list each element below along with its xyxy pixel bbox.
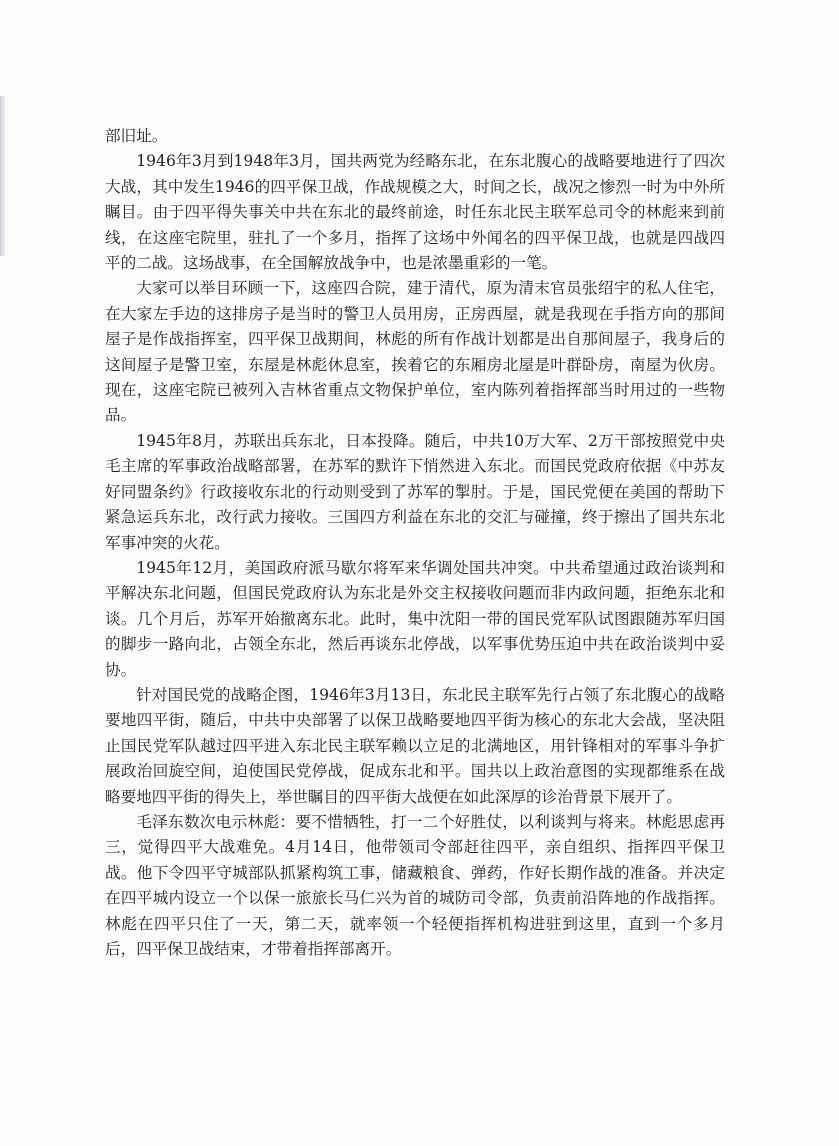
paragraph-strategy: 针对国民党的战略企图，1946年3月13日，东北民主联军先行占领了东北腹心的战略要地四平街，随后，中共中央部署了以保卫战略要地四平街为核心的东北大会战，坚决阻止国民党军队越过四平进入东北民主联军赖以立足的北满地区，用针锋相对的军事斗争扩展政治回旋空间，迫使国民党停战，促成东北和平。国共以上政治意图的实现都维系在战略要地四平街的得失上，举世瞩目的四平街大战便在如此深厚的诊治背景下展开了。 [105,685,725,806]
paragraph-1945-august: 1945年8月，苏联出兵东北，日本投降。随后，中共10万大军、2万干部按照党中央毛主席的军事政治战略部署，在苏军的默许下悄然进入东北。而国民党政府依据《中苏友好同盟条约》行政接收东北的行动则受到了苏军的掣肘。于是，国民党便在美国的帮助下紧急运兵东北，改行武力接收。三国四方利益在东北的交汇与碰撞，终于擦出了国共东北军事冲突的火花。 [105,431,725,552]
article-body [105,124,725,962]
paragraph-continuation: 部旧址。 [105,127,168,145]
paragraph-mao-telegram: 毛泽东数次电示林彪：要不惜牺牲，打一二个好胜仗，以利谈判与将来。林彪思虑再三，觉得四平大战难免。4月14日，他带领司令部赶往四平，亲自组织、指挥四平保卫战。他下令四平守城部队抓紧构筑工事，储藏粮食、弹药，作好长期作战的准备。并决定在四平城内设立一个以保一旅旅长马仁兴为首的城防司令部，负责前沿阵地的作战指挥。林彪在四平只住了一天，第二天，就率领一个轻便指挥机构进驻到这里，直到一个多月后，四平保卫战结束，才带着指挥部离开。 [105,812,725,958]
paragraph-siping-battles: 1946年3月到1948年3月，国共两党为经略东北，在东北腹心的战略要地进行了四次大战，其中发生1946的四平保卫战，作战规模之大，时间之长，战况之惨烈一时为中外所瞩目。由于四平得失事关中共在东北的最终前途，时任东北民主联军总司令的林彪来到前线，在这座宅院里，驻扎了一个多月，指挥了这场中外闻名的四平保卫战，也就是四战四平的二战。这场战事，在全国解放战争中，也是浓墨重彩的一笔。 [105,152,725,273]
paragraph-courtyard-tour: 大家可以举目环顾一下，这座四合院，建于清代，原为清末官员张绍宇的私人住宅，在大家左手边的这排房子是当时的警卫人员用房，正房西屋，就是我现在手指方向的那间屋子是作战指挥室，四平保卫战期间，林彪的所有作战计划都是出自那间屋子，我身后的这间屋子是警卫室，东屋是林彪休息室，挨着它的东厢房北屋是叶群卧房，南屋为伙房。现在，这座宅院已被列入吉林省重点文物保护单位，室内陈列着指挥部当时用过的一些物品。 [105,279,725,425]
page-edge-strip [0,96,5,256]
paragraph-1945-december: 1945年12月，美国政府派马歇尔将军来华调处国共冲突。中共希望通过政治谈判和平解决东北问题，但国民党政府认为东北是外交主权接收问题而非内政问题，拒绝东北和谈。几个月后，苏军开始撤离东北。此时，集中沈阳一带的国民党军队试图跟随苏军归国的脚步一路向北，占领全东北，然后再谈东北停战，以军事优势压迫中共在政治谈判中妥协。 [105,558,725,679]
